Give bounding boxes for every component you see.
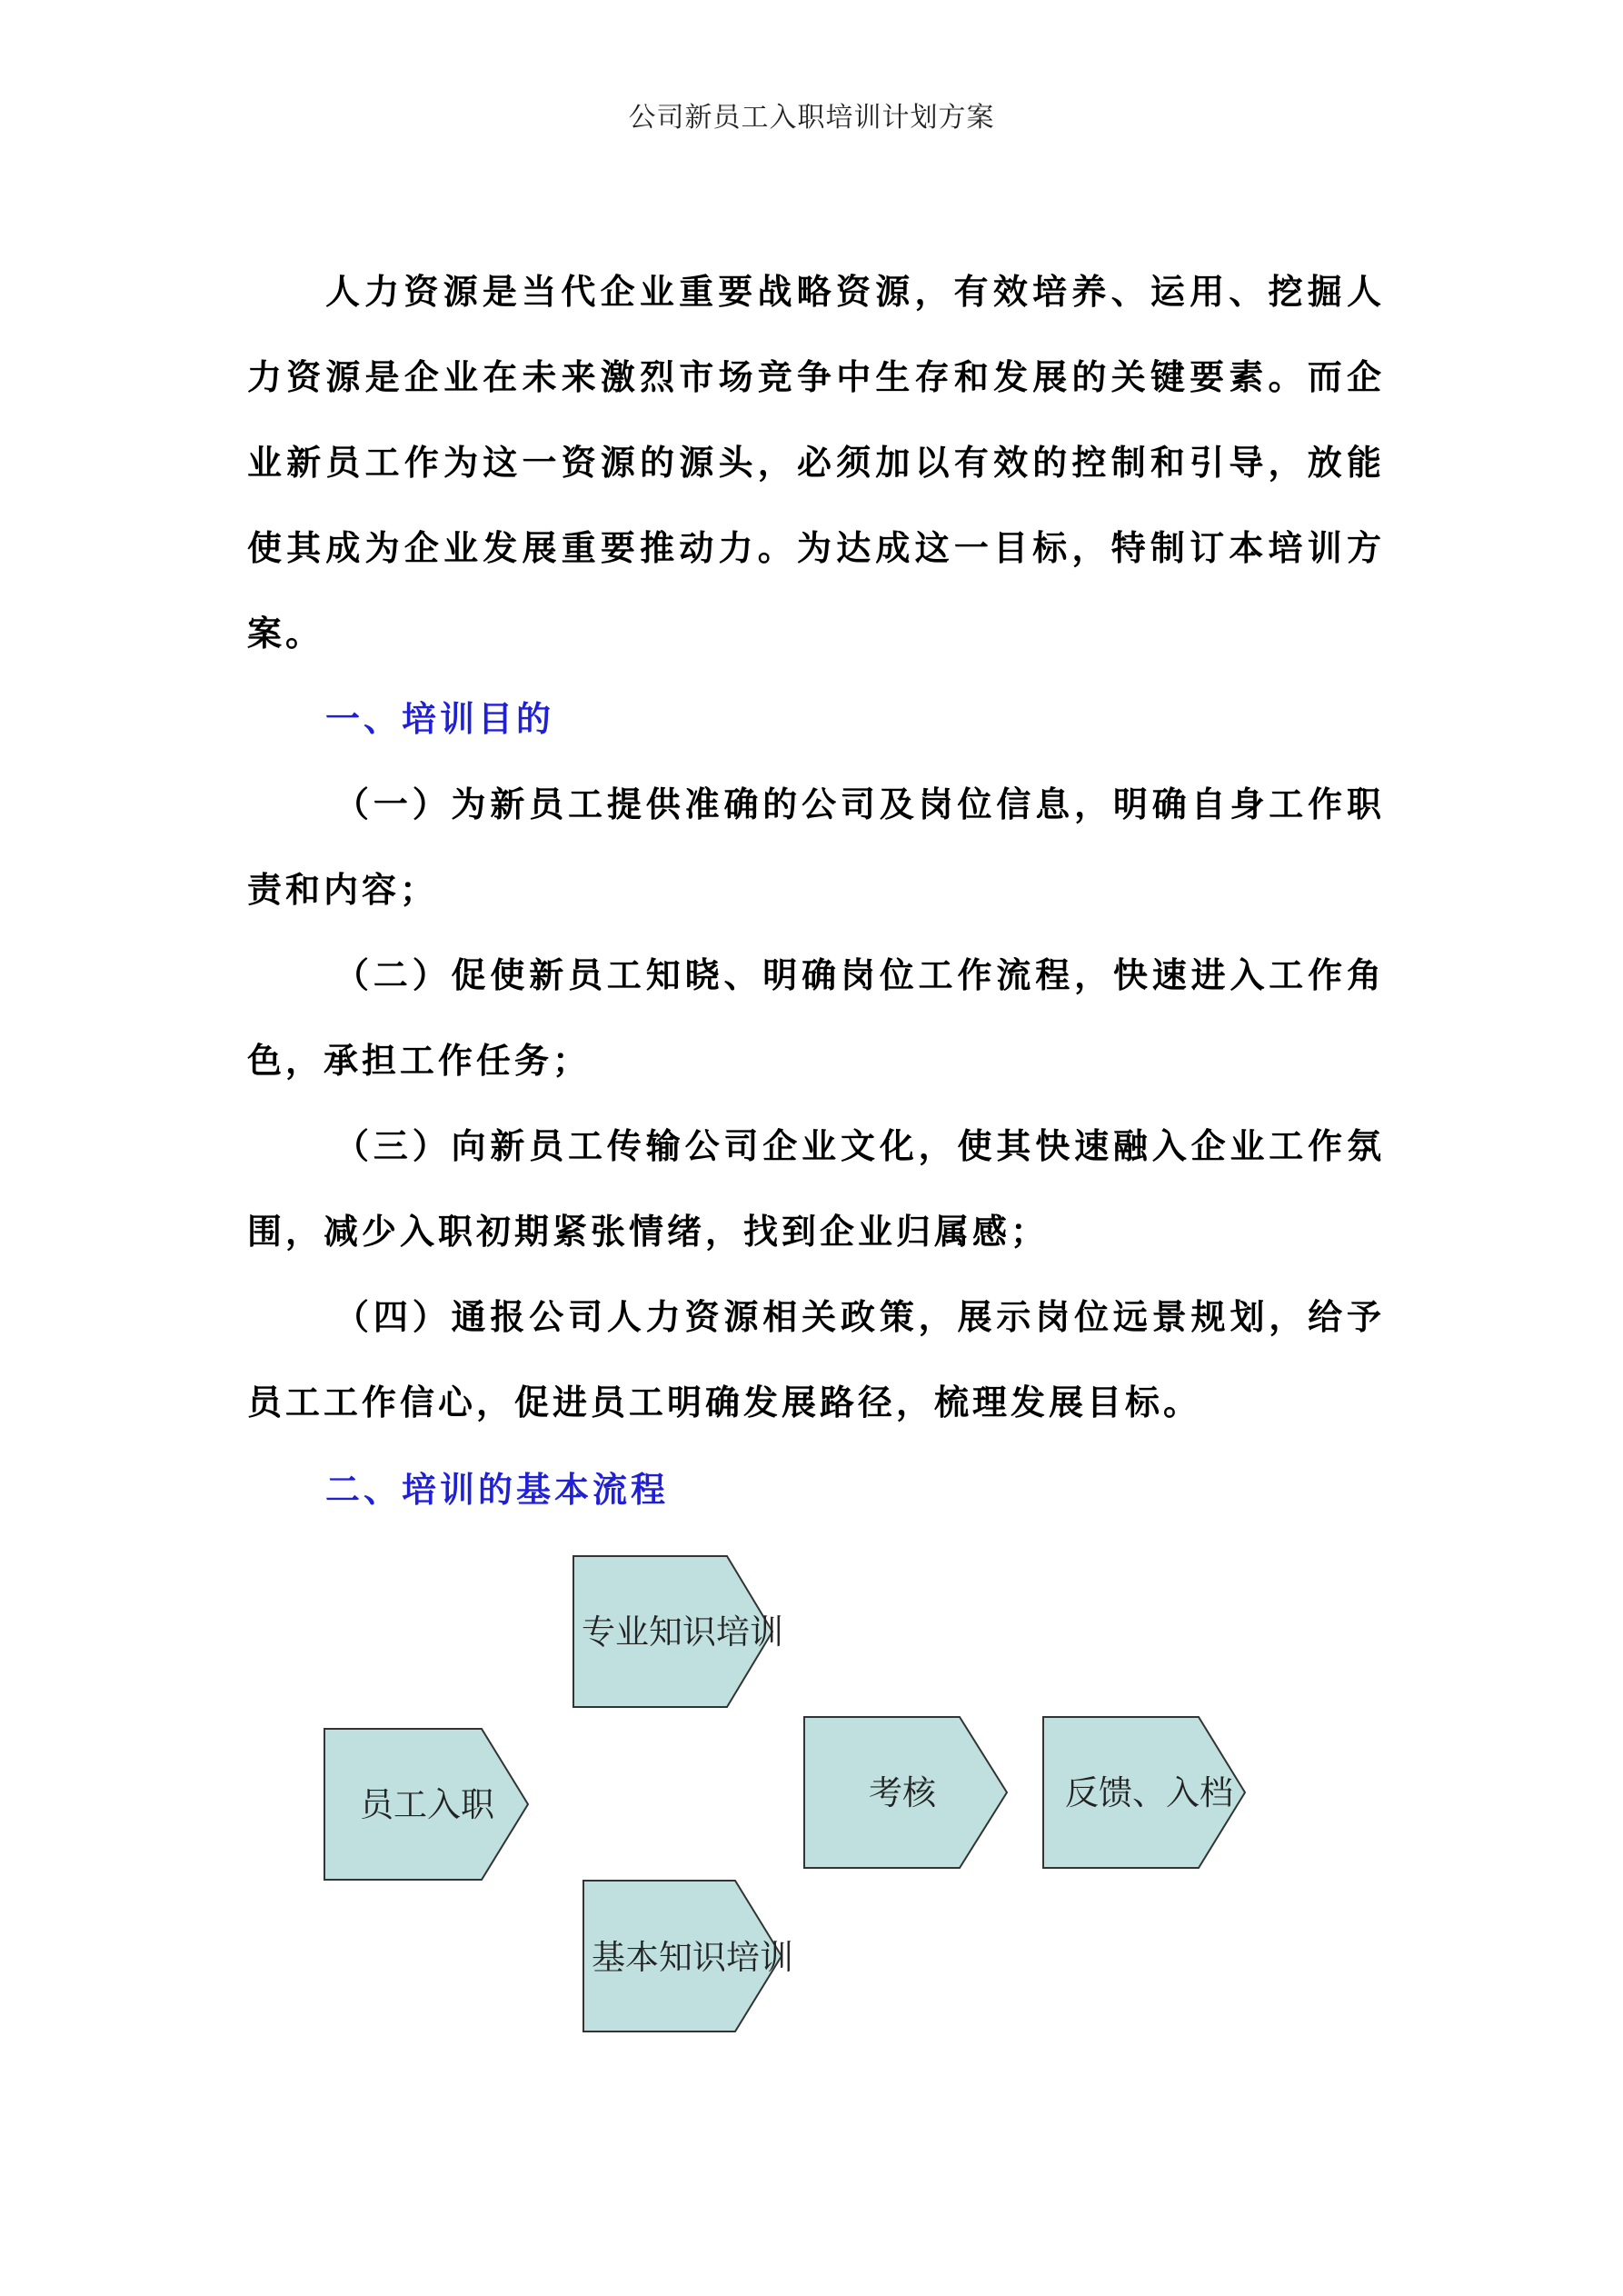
flow-node-feedback-archive [1043,1717,1245,1868]
flow-node-label: 员工入职 [360,1785,494,1824]
purpose-item-2: （二）促使新员工知晓、明确岗位工作流程，快速进入工作角色，承担工作任务； [247,955,1385,1081]
purpose-item-1: （一）为新员工提供准确的公司及岗位信息，明确自身工作职责和内容； [247,784,1385,910]
intro-paragraph: 人力资源是当代企业重要战略资源，有效培养、运用、挖掘人力资源是企业在未来激烈市场竞争中生存和发展的关键要素。而企业新员工作为这一资源的源头，必须加以有效的控制和引导，放能使其成为企业发展重要推动力。为达成这一目标，特制订本培训方案。 [247,272,1385,654]
flow-node-basic-training [583,1881,793,2031]
page-header-title: 公司新员工入职培训计划方案 [628,102,995,134]
section-heading-flow: 二、培训的基本流程 [325,1470,670,1510]
flow-node-employee-entry [324,1729,528,1880]
flow-node-assessment [804,1717,1007,1868]
flow-node-label: 反馈、入档 [1065,1773,1233,1812]
purpose-item-3: （三）向新员工传输公司企业文化，使其快速融入企业工作氛围，减少入职初期紧张情绪，找到企业归属感； [247,1126,1385,1252]
purpose-item-4: （四）通报公司人力资源相关政策，展示岗位远景规划，给予员工工作信心，促进员工明确发展路径，梳理发展目标。 [247,1297,1385,1423]
section-heading-purpose: 一、培训目的 [325,699,555,739]
flow-node-label: 考核 [869,1773,936,1812]
flow-node-professional-training [573,1556,783,1707]
flow-node-label: 基本知识培训 [592,1938,793,1977]
flow-node-label: 专业知识培训 [582,1612,783,1652]
